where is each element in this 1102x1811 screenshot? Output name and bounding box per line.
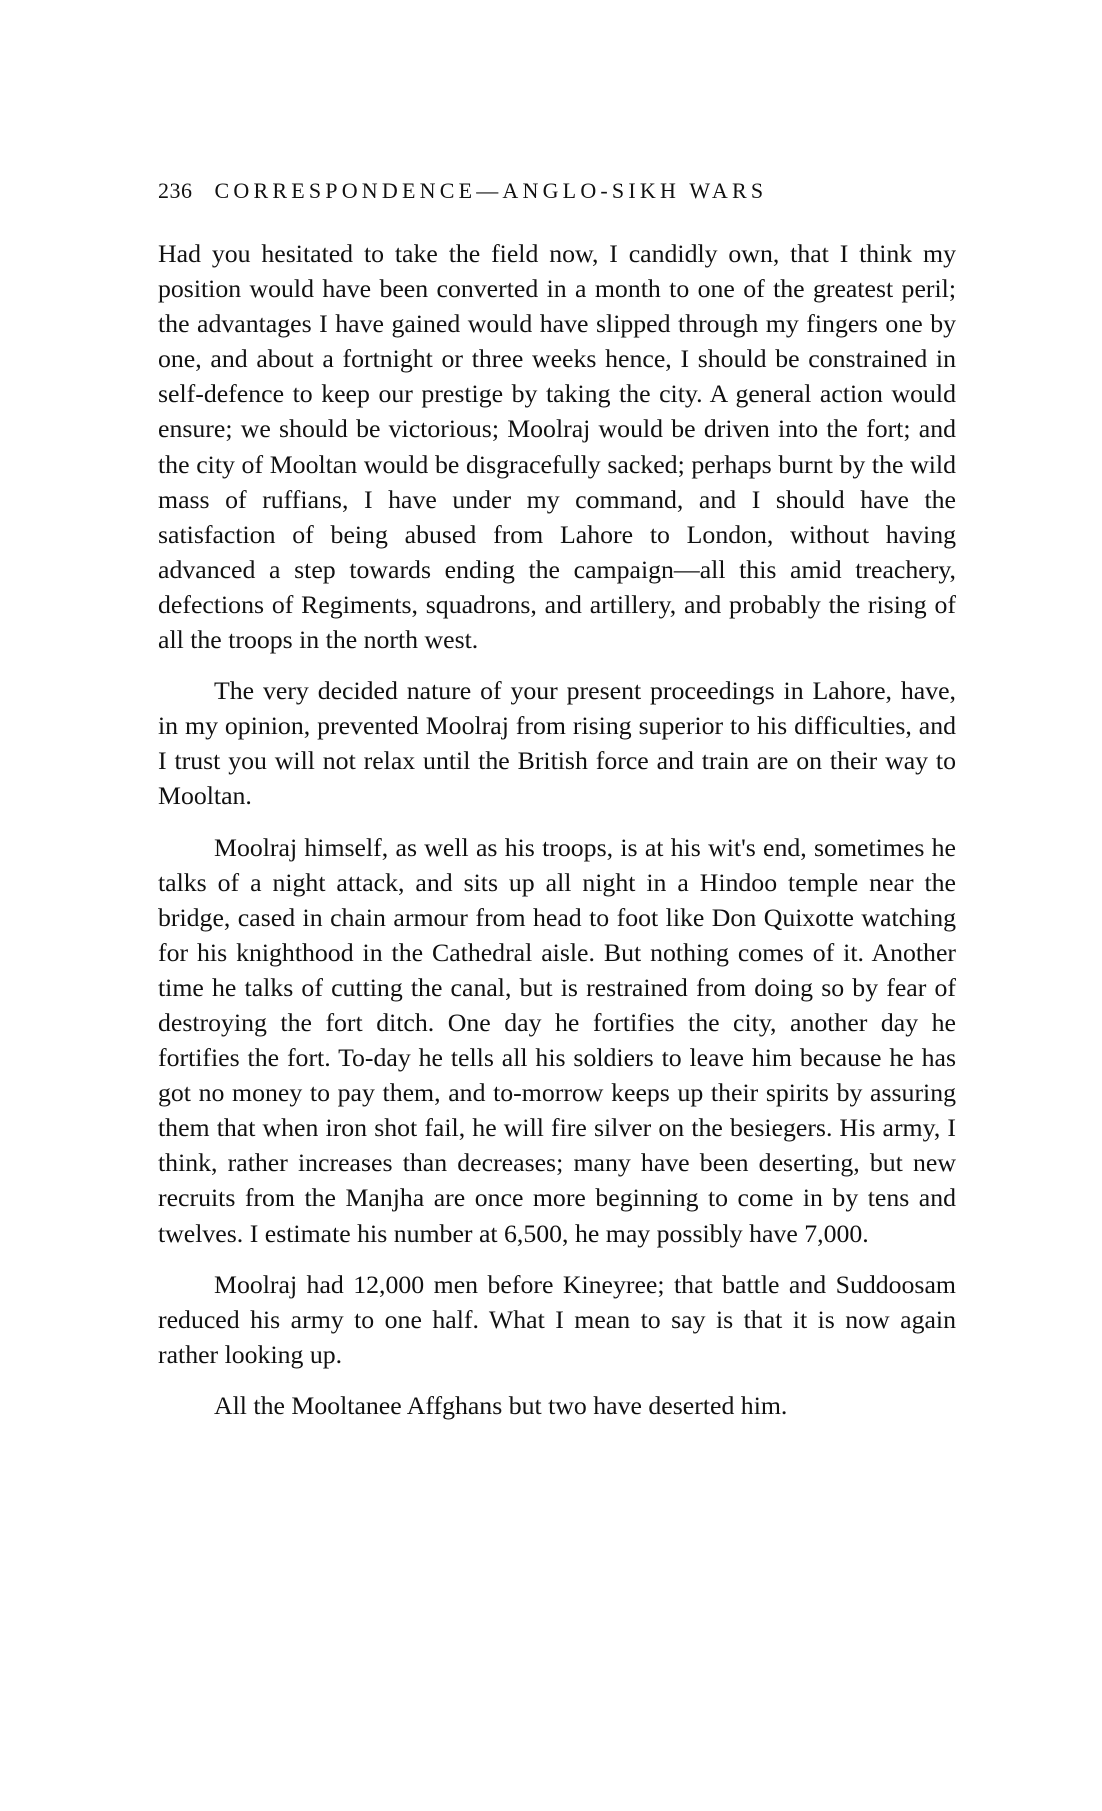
page-number: 236 <box>158 178 193 203</box>
page-header <box>158 176 958 206</box>
paragraph: Had you hesitated to take the field now, I candidly own, that I think my position would have been converted in a month to one of the greatest peril; the advantages I have gained would have slipped through my fingers one by one, and about a fortnight or three weeks hence, I should be constrained in self-defence to keep our prestige by taking the city. A general action would ensure; we should be victorious; Moolraj would be driven into the fort; and the city of Mooltan would be disgracefully sacked; perhaps burnt by the wild mass of ruffians, I have under my command, and I should have the satisfaction of being abused from Lahore to London, without having advanced a step towards ending the campaign—all this amid treachery, defections of Regiments, squadrons, and artillery, and probably the rising of all the troops in the north west. <box>158 239 956 655</box>
paragraph: All the Mooltanee Affghans but two have deserted him. <box>214 1390 788 1420</box>
paragraph: The very decided nature of your present proceedings in Lahore, have, in my opinion, prevented Moolraj from rising superior to his difficulties, and I trust you will not relax until the British force and train are on their way to Mooltan. <box>158 676 956 811</box>
paragraph: Moolraj himself, as well as his troops, is at his wit's end, sometimes he talks of a night attack, and sits up all night in a Hindoo temple near the bridge, cased in chain armour from head to foot like Don Quixotte watching for his knighthood in the Cathedral aisle. But nothing comes of it. Another time he talks of cutting the canal, but is restrained from doing so by fear of destroying the fort ditch. One day he fortifies the city, another day he fortifies the fort. To-day he tells all his soldiers to leave him because he has got no money to pay them, and to-morrow keeps up their spirits by assuring them that when iron shot fail, he will fire silver on the besiegers. His army, I think, rather increases than decreases; many have been deserting, but new recruits from the Manjha are once more beginning to come in by tens and twelves. I estimate his number at 6,500, he may possibly have 7,000. <box>158 832 956 1248</box>
paragraph: Moolraj had 12,000 men before Kineyree; that battle and Suddoosam reduced his army to one half. What I mean to say is that it is now again rather looking up. <box>158 1269 956 1369</box>
body-text <box>158 236 956 1423</box>
running-title: CORRESPONDENCE—ANGLO-SIKH WARS <box>214 178 768 203</box>
